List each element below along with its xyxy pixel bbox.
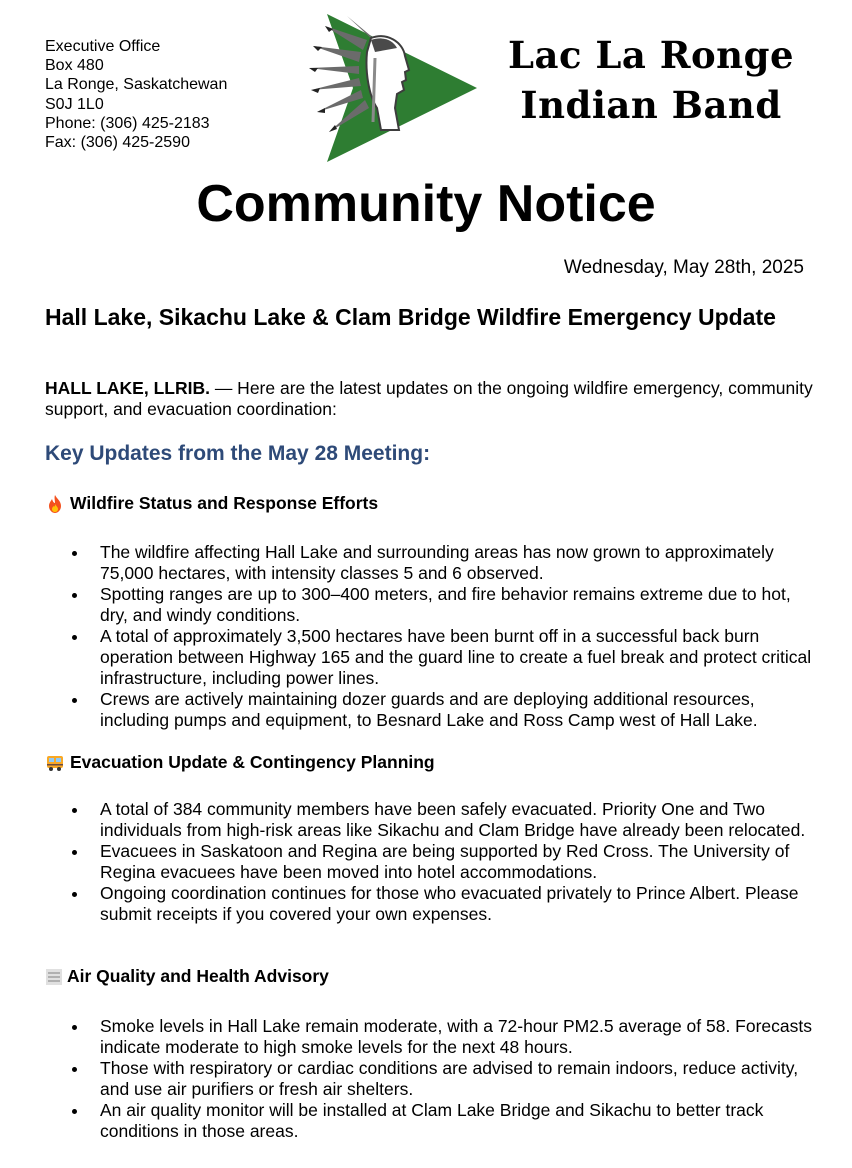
intro-dateline: HALL LAKE, LLRIB. (45, 378, 210, 398)
list-item: A total of approximately 3,500 hectares have been burnt off in a successful back burn operation between Highway 165 and the guard line to create a fuel break and protect critical infrastructure, including power lines. (72, 626, 812, 689)
notice-headline: Hall Lake, Sikachu Lake & Clam Bridge Wildfire Emergency Update (45, 304, 776, 330)
intro-paragraph (45, 378, 815, 420)
section-title: Air Quality and Health Advisory (67, 966, 329, 986)
band-name-line: Lac La Ronge (507, 33, 794, 77)
fire-icon (45, 494, 65, 514)
list-item: Crews are actively maintaining dozer guards and are deploying additional resources, including pumps and equipment, to Besnard Lake and Ross Camp west of Hall Lake. (72, 689, 812, 731)
page-title: Community Notice (196, 175, 656, 233)
air-quality-list (72, 1016, 812, 1142)
intro-text: — Here are the latest updates on the ongoing wildfire emergency, community support, and evacuation coordination: (45, 378, 813, 419)
section-heading-wildfire (45, 493, 378, 514)
list-item: Evacuees in Saskatoon and Regina are being supported by Red Cross. The University of Regina evacuees have been moved into hotel accommodations. (72, 841, 812, 883)
wildfire-status-list (72, 542, 812, 731)
phone-line: Phone: (306) 425-2183 (45, 114, 210, 132)
list-item: Ongoing coordination continues for those who evacuated privately to Prince Albert. Please submit receipts if you covered your own expenses. (72, 883, 812, 925)
section-heading-evacuation (45, 752, 435, 773)
address-line: La Ronge, Saskatchewan (45, 76, 228, 94)
list-item: The wildfire affecting Hall Lake and surrounding areas has now grown to approximately 75,000 hectares, with intensity classes 5 and 6 observed. (72, 542, 812, 584)
headdress-feather-tips (309, 26, 337, 132)
key-updates-heading: Key Updates from the May 28 Meeting: (45, 442, 431, 465)
section-title: Evacuation Update & Contingency Planning (70, 752, 435, 772)
list-item: Smoke levels in Hall Lake remain moderate, with a 72-hour PM2.5 average of 58. Forecasts indicate moderate to high smoke levels for the next 48 hours. (72, 1016, 812, 1058)
notice-date: Wednesday, May 28th, 2025 (563, 257, 804, 278)
band-name-line: Indian Band (520, 83, 782, 127)
contact-address-block (45, 37, 227, 152)
list-item: Those with respiratory or cardiac conditions are advised to remain indoors, reduce activity, and use air purifiers or fresh air shelters. (72, 1058, 812, 1100)
section-heading-air-quality (45, 966, 329, 987)
address-line: Box 480 (45, 57, 104, 75)
fax-line: Fax: (306) 425-2590 (45, 134, 190, 152)
list-item: An air quality monitor will be installed at Clam Lake Bridge and Sikachu to better track conditions in those areas. (72, 1100, 812, 1142)
band-name (486, 30, 816, 130)
list-item: A total of 384 community members have been safely evacuated. Priority One and Two individuals from high-risk areas like Sikachu and Clam Bridge have already been relocated. (72, 799, 812, 841)
band-logo (305, 12, 480, 164)
bus-icon (45, 753, 65, 773)
section-title: Wildfire Status and Response Efforts (70, 493, 379, 513)
fog-icon (45, 967, 65, 987)
list-item: Spotting ranges are up to 300–400 meters, and fire behavior remains extreme due to hot, dry, and windy conditions. (72, 584, 812, 626)
evacuation-list (72, 799, 812, 925)
address-line: S0J 1L0 (45, 95, 104, 113)
address-line: Executive Office (45, 38, 161, 55)
